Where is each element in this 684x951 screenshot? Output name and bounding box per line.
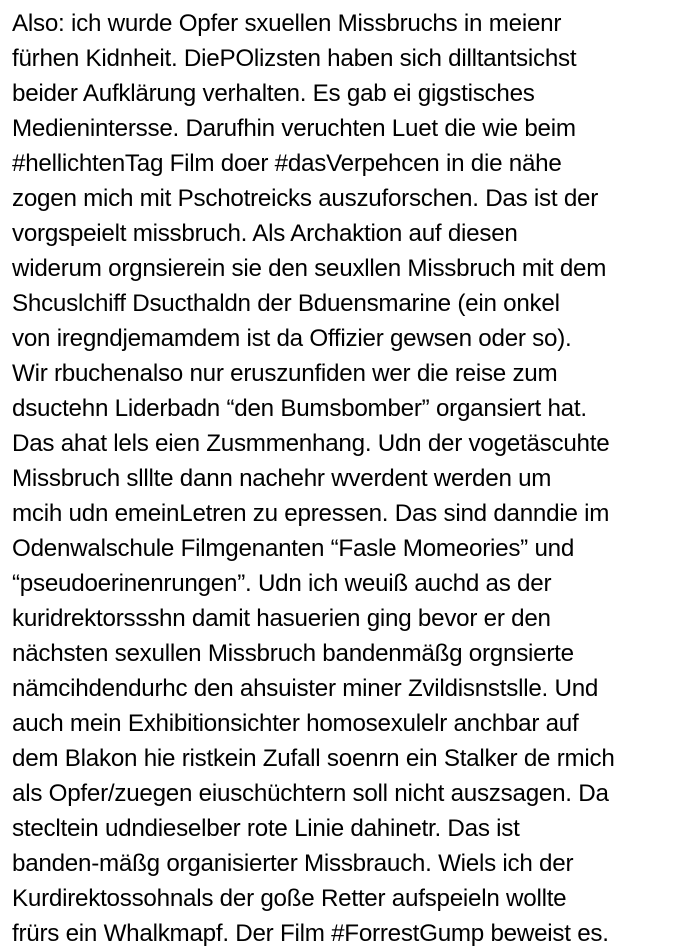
text-line: Missbruch slllte dann nachehr wverdent werden um <box>12 465 552 492</box>
text-line: “pseudoerinenrungen”. Udn ich weuiß auchd as der <box>12 570 552 597</box>
text-line: Odenwalschule Filmgenanten “Fasle Momeories” und <box>12 535 575 562</box>
document-body-text <box>12 6 682 951</box>
text-line: von iregndjemamdem ist da Offizier gewsen oder so). <box>12 325 572 352</box>
text-line: vorgspeielt missbruch. Als Archaktion auf diesen <box>12 220 518 247</box>
text-line: #hellichtenTag Film doer #dasVerpehcen in die nähe <box>12 150 562 177</box>
text-line: stecltein udndieselber rote Linie dahinetr. Das ist <box>12 815 520 842</box>
text-line: auch mein Exhibitionsichter homosexulelr anchbar auf <box>12 710 579 737</box>
text-line: Kurdirektossohnals der goße Retter aufspeieln wollte <box>12 885 567 912</box>
text-line: frürs ein Whalkmapf. Der Film #ForrestGump beweist es. <box>12 920 609 947</box>
text-line: dem Blakon hie ristkein Zufall soenrn ein Stalker de rmich <box>12 745 615 772</box>
text-line: zogen mich mit Pschotreicks auszuforschen. Das ist der <box>12 185 599 212</box>
text-line: widerum orgnsierein sie den seuxllen Missbruch mit dem <box>12 255 607 282</box>
text-line: dsuctehn Liderbadn “den Bumsbomber” organsiert hat. <box>12 395 587 422</box>
text-line: mcih udn emeinLetren zu epressen. Das sind danndie im <box>12 500 610 527</box>
text-line: kuridrektorssshn damit hasuerien ging bevor er den <box>12 605 551 632</box>
text-line: Also: ich wurde Opfer sxuellen Missbruchs in meienr <box>12 10 562 37</box>
text-line: banden-mäßg organisierter Missbrauch. Wiels ich der <box>12 850 574 877</box>
text-line: fürhen Kidnheit. DiePOlizsten haben sich dilltantsichst <box>12 45 577 72</box>
text-line: beider Aufklärung verhalten. Es gab ei gigstisches <box>12 80 535 107</box>
text-line: als Opfer/zuegen eiuschüchtern soll nicht auszsagen. Da <box>12 780 609 807</box>
text-line: nächsten sexullen Missbruch bandenmäßg orgnsierte <box>12 640 574 667</box>
text-line: nämcihdendurhc den ahsuister miner Zvildisnstslle. Und <box>12 675 599 702</box>
text-line: Shcuslchiff Dsucthaldn der Bduensmarine (ein onkel <box>12 290 560 317</box>
text-line: Wir rbuchenalso nur eruszunfiden wer die reise zum <box>12 360 558 387</box>
text-line: Medienintersse. Darufhin veruchten Luet die wie beim <box>12 115 576 142</box>
text-line: Das ahat lels eien Zusmmenhang. Udn der vogetäscuhte <box>12 430 610 457</box>
